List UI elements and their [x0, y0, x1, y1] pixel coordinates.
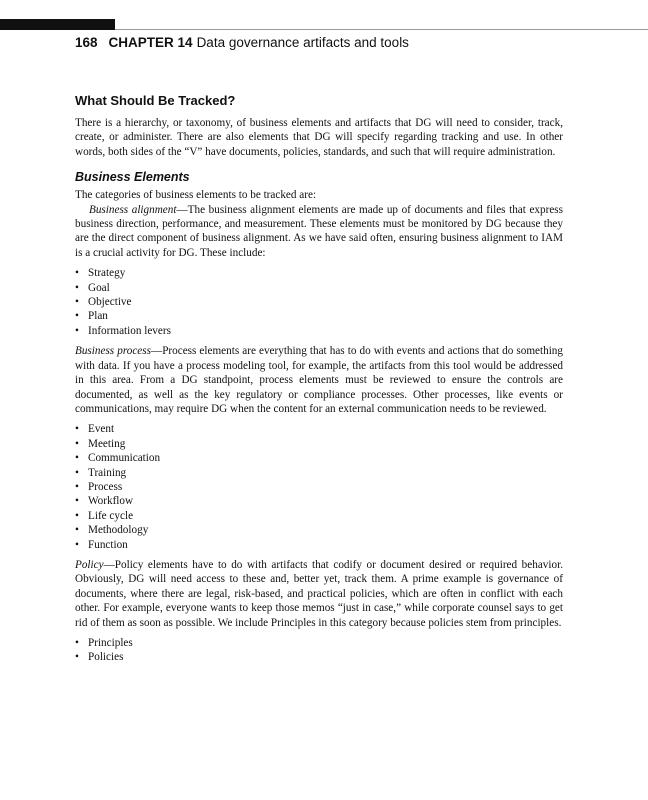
list-item-text: Policies: [88, 651, 124, 664]
list-item: [75, 324, 563, 338]
bullet-icon: •: [75, 310, 79, 323]
process-term: Business process: [75, 345, 151, 358]
header-rule: [115, 29, 648, 30]
alignment-list: [75, 266, 563, 338]
bullet-icon: •: [75, 324, 79, 337]
list-item-text: Event: [88, 423, 115, 436]
list-item: [75, 451, 563, 465]
alignment-term: Business alignment: [89, 203, 177, 216]
bullet-icon: •: [75, 538, 79, 551]
list-item: [75, 437, 563, 451]
list-item: [75, 523, 563, 537]
list-item: [75, 295, 563, 309]
list-item: [75, 538, 563, 552]
bullet-icon: •: [75, 509, 79, 522]
bullet-icon: •: [75, 452, 79, 465]
list-item-text: Goal: [88, 281, 110, 294]
page-number: 168: [75, 35, 98, 50]
bullet-icon: •: [75, 281, 79, 294]
bullet-icon: •: [75, 437, 79, 450]
policy-list: [75, 636, 563, 665]
policy-term: Policy: [75, 558, 104, 571]
list-item-text: Life cycle: [88, 509, 134, 522]
list-item: [75, 509, 563, 523]
page-body: [75, 93, 563, 671]
list-item-text: Plan: [88, 310, 108, 323]
list-item-text: Communication: [88, 452, 161, 465]
list-item-text: Meeting: [88, 437, 126, 450]
alignment-paragraph: [75, 203, 563, 261]
list-item-text: Function: [88, 538, 128, 551]
process-text: —Process elements are everything that has to do with events and actions that do something with data. If you have a process modeling tool, for example, the artifacts from this tool would be addressed in this area. From a DG standpoint, process elements must be reviewed to ensure the controls are documented, as well as the key regulatory or compliance processes. Other processes, like events or communications, may require DG when the content for an external communication needs to be reviewed.: [75, 345, 563, 415]
list-item-text: Principles: [88, 637, 133, 649]
list-item-text: Process: [88, 480, 123, 493]
list-item-text: Training: [88, 466, 127, 479]
subsection-heading: Business Elements: [75, 170, 190, 185]
list-item: [75, 636, 563, 650]
list-item-text: Information levers: [88, 324, 171, 337]
lead-paragraph: The categories of business elements to be tracked are:: [75, 189, 317, 202]
list-item: [75, 266, 563, 280]
bullet-icon: •: [75, 296, 79, 309]
header-bar: [0, 19, 115, 30]
list-item-text: Strategy: [88, 267, 126, 280]
policy-text: —Policy elements have to do with artifacts that codify or document desired or required behavior. Obviously, DG will need access to these and, better yet, track them. A prime example is governance of documents, where there are legal, risk-based, and practical policies, which are often in conflict with each other. For example, everyone wants to keep those memos “just in case,” while corporate counsel says to get rid of them as soon as possible. We include Principles in this category because policies stem from principles.: [75, 558, 563, 629]
section-heading: What Should Be Tracked?: [75, 93, 236, 108]
running-header: [75, 35, 409, 50]
bullet-icon: •: [75, 466, 79, 479]
bullet-icon: •: [75, 267, 79, 280]
chapter-label: CHAPTER 14: [108, 35, 193, 50]
list-item: [75, 650, 563, 664]
list-item: [75, 281, 563, 295]
list-item: [75, 309, 563, 323]
list-item-text: Workflow: [88, 495, 134, 508]
process-list: [75, 422, 563, 552]
list-item-text: Methodology: [88, 524, 149, 537]
bullet-icon: •: [75, 651, 79, 664]
policy-paragraph: [75, 558, 563, 630]
bullet-icon: •: [75, 637, 79, 649]
list-item: [75, 480, 563, 494]
bullet-icon: •: [75, 423, 79, 436]
alignment-text: —The business alignment elements are made up of documents and files that express business direction, performance, and measurement. These elements must be monitored by DG because they are the direct component of business alignment. As we have said often, ensuring business alignment to IAM is a crucial activity for DG. These include:: [75, 203, 563, 259]
list-item: [75, 422, 563, 436]
list-item-text: Objective: [88, 296, 132, 309]
bullet-icon: •: [75, 480, 79, 493]
list-item: [75, 466, 563, 480]
chapter-title: Data governance artifacts and tools: [196, 35, 409, 50]
list-item: [75, 494, 563, 508]
bullet-icon: •: [75, 495, 79, 508]
process-paragraph: [75, 344, 563, 416]
bullet-icon: •: [75, 524, 79, 537]
intro-paragraph: There is a hierarchy, or taxonomy, of business elements and artifacts that DG will need to consider, track, create, or administer. There are also elements that DG will specify regarding tracking and use. In other words, both sides of the “V” have documents, policies, standards, and such that will require administration.: [75, 117, 563, 158]
